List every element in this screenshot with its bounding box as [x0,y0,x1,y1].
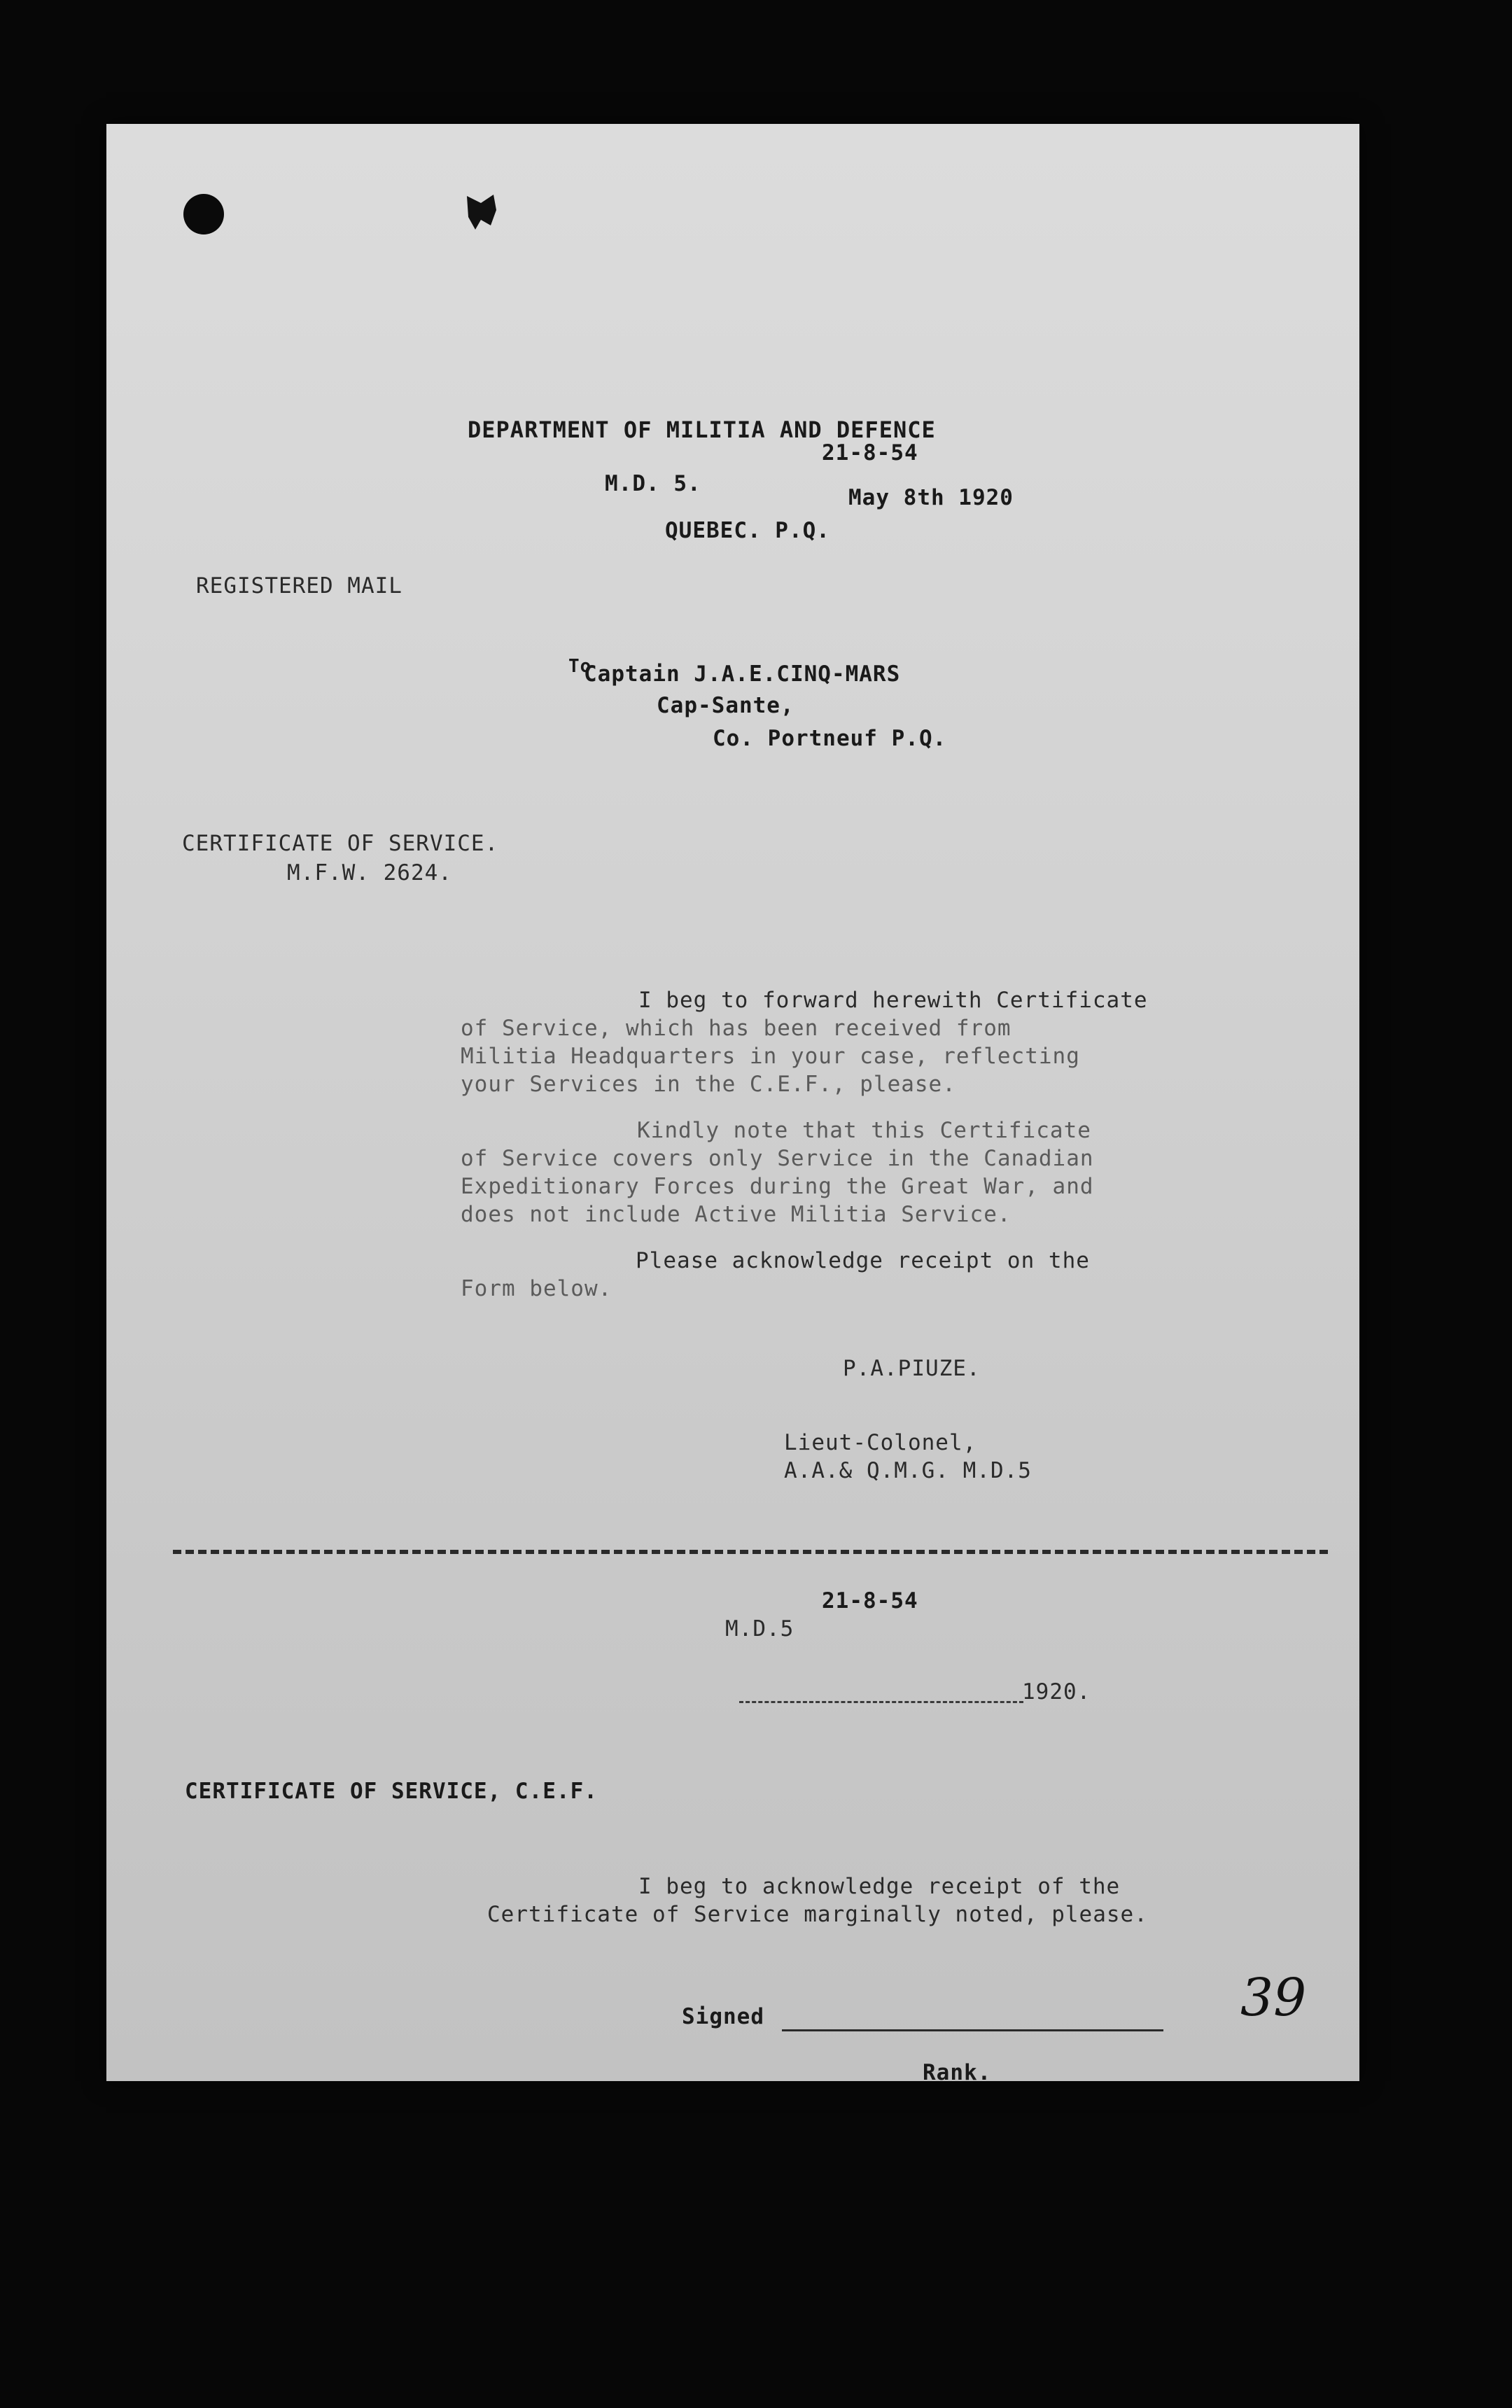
ack-line-1: I beg to acknowledge receipt of the [638,1874,1121,1899]
form-file-number: 21-8-54 [822,1588,918,1614]
body-p1-line-2: of Service, which has been received from [461,1016,1011,1041]
address-to: To [568,656,592,677]
ink-blot-mark [460,190,502,232]
punch-hole [183,194,224,234]
addressee-name: Captain J.A.E.CINQ-MARS [584,662,901,687]
signatory-title: A.A.& Q.M.G. M.D.5 [784,1458,1032,1483]
form-year: 1920. [1022,1679,1091,1704]
file-number: 21-8-54 [822,440,918,465]
page-number: 39 [1240,1968,1307,2028]
body-p2-line-2: of Service covers only Service in the Canadian [461,1146,1094,1171]
date-blank-line [739,1701,1023,1703]
body-p2-line-1: Kindly note that this Certificate [637,1118,1091,1143]
rank-label: Rank. [923,2060,992,2085]
ack-line-2: Certificate of Service marginally noted, please. [487,1902,1148,1927]
form-military-district: M.D.5 [725,1616,794,1642]
signed-label: Signed [682,2004,764,2029]
city: QUEBEC. P.Q. [665,518,830,543]
signatory-rank: Lieut-Colonel, [784,1430,977,1455]
body-p1-line-4: your Services in the C.E.F., please. [461,1072,956,1097]
tear-off-line [173,1550,1328,1554]
signatory-name: P.A.PIUZE. [843,1356,981,1381]
body-p3-line-2: Form below. [461,1276,612,1301]
address-line-2: Co. Portneuf P.Q. [713,726,947,751]
body-p1-line-1: I beg to forward herewith Certificate [638,988,1148,1013]
body-p2-line-4: does not include Active Militia Service. [461,1202,1011,1227]
document-page [106,124,1359,2085]
signature-blank-line [782,2029,1163,2031]
military-district: M.D. 5. [605,471,701,496]
body-p3-line-1: Please acknowledge receipt on the [636,1248,1090,1273]
department-heading: DEPARTMENT OF MILITIA AND DEFENCE [468,416,936,443]
letter-date: May 8th 1920 [848,485,1014,510]
subject-line-2: M.F.W. 2624. [287,860,452,886]
address-line-1: Cap-Sante, [657,693,794,718]
registered-mail: REGISTERED MAIL [196,573,402,598]
body-p2-line-3: Expeditionary Forces during the Great War, and [461,1174,1094,1199]
form-subject: CERTIFICATE OF SERVICE, C.E.F. [185,1779,598,1804]
subject-line-1: CERTIFICATE OF SERVICE. [182,831,499,856]
body-p1-line-3: Militia Headquarters in your case, reflecting [461,1044,1080,1069]
